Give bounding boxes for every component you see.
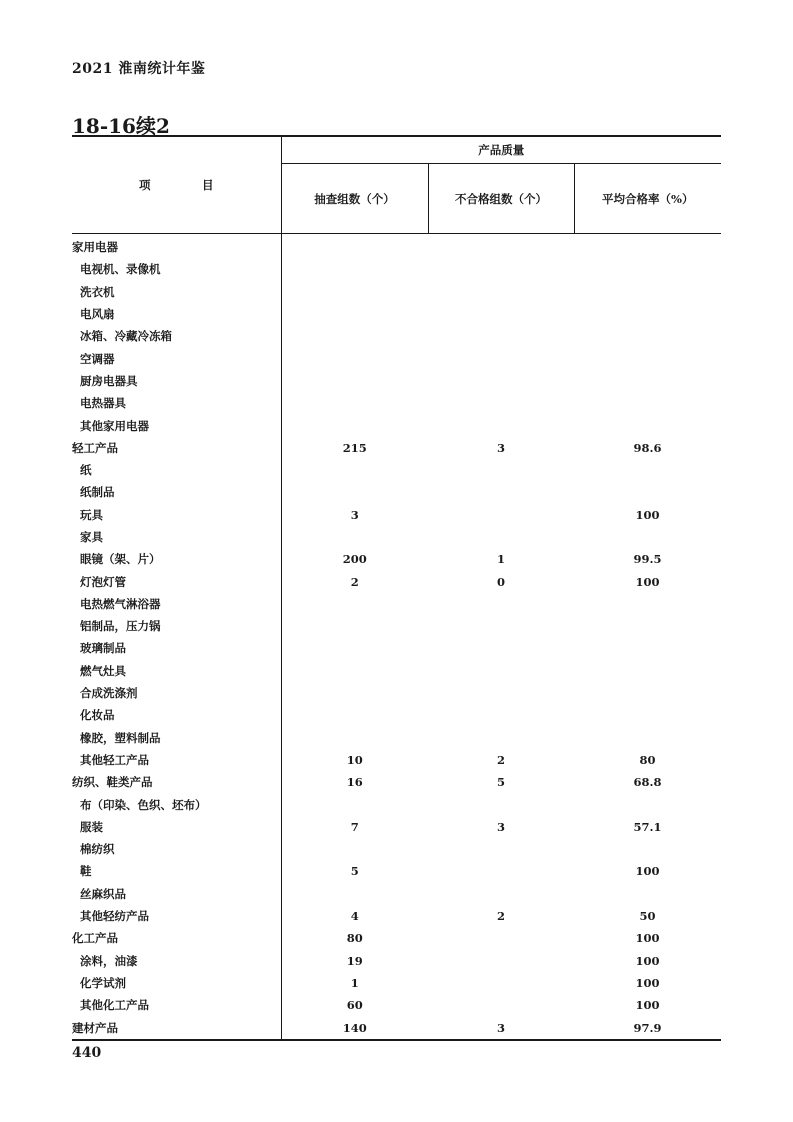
row-item-name: 洗衣机 (72, 281, 281, 303)
table-row (72, 905, 721, 927)
row-sampled-groups (281, 883, 428, 905)
product-quality-table (72, 135, 721, 1041)
row-failed-groups (428, 615, 574, 637)
table-row (72, 1016, 721, 1039)
row-pass-rate: 100 (635, 931, 660, 946)
row-failed-groups (428, 370, 574, 392)
table-row (72, 258, 721, 280)
table-row (72, 749, 721, 771)
pass-rate-header: 平均合格率（%） (574, 164, 721, 234)
row-sampled-groups: 140 (281, 1016, 428, 1039)
table-row (72, 972, 721, 994)
table-row (72, 927, 721, 949)
table-row (72, 793, 721, 815)
table-title: 18-16续2 (72, 114, 170, 138)
row-failed-groups: 2 (496, 752, 505, 767)
row-item-name: 化工产品 (72, 927, 281, 949)
table-row (72, 414, 721, 436)
row-item-name: 玩具 (72, 504, 281, 526)
table-row (72, 615, 721, 637)
row-failed-groups (428, 727, 574, 749)
row-failed-groups: 3 (496, 819, 505, 834)
row-failed-groups (428, 704, 574, 726)
row-pass-rate: 99.5 (633, 552, 662, 567)
table-row (72, 771, 721, 793)
row-pass-rate (574, 593, 721, 615)
row-sampled-groups (281, 347, 428, 369)
table-row (72, 994, 721, 1016)
row-pass-rate (574, 727, 721, 749)
row-pass-rate (574, 392, 721, 414)
table-row (72, 234, 721, 259)
row-failed-groups (428, 593, 574, 615)
row-pass-rate (574, 370, 721, 392)
table-row (72, 570, 721, 592)
row-pass-rate (574, 615, 721, 637)
row-pass-rate (574, 414, 721, 436)
table-row (72, 660, 721, 682)
row-item-name: 灯泡灯管 (72, 570, 281, 592)
row-pass-rate (574, 526, 721, 548)
row-sampled-groups: 7 (350, 819, 359, 834)
row-sampled-groups (281, 281, 428, 303)
row-item-name: 鞋 (72, 860, 281, 882)
row-item-name: 橡胶，塑料制品 (72, 727, 281, 749)
row-pass-rate (574, 682, 721, 704)
row-sampled-groups: 4 (350, 909, 359, 924)
row-sampled-groups: 2 (350, 574, 359, 589)
row-pass-rate: 100 (635, 953, 660, 968)
row-sampled-groups: 60 (346, 998, 363, 1013)
row-failed-groups (428, 660, 574, 682)
table-row (72, 883, 721, 905)
row-sampled-groups: 10 (346, 752, 363, 767)
statistics-table-container (72, 135, 721, 1041)
table-row (72, 593, 721, 615)
product-quality-group-header: 产品质量 (281, 136, 721, 164)
table-row (72, 281, 721, 303)
row-sampled-groups (281, 303, 428, 325)
row-item-name: 棉纺织 (72, 838, 281, 860)
row-failed-groups: 3 (496, 440, 505, 455)
row-sampled-groups (281, 370, 428, 392)
row-failed-groups (428, 258, 574, 280)
page-number: 440 (72, 1045, 102, 1061)
row-item-name: 冰箱、冷藏冷冻箱 (72, 325, 281, 347)
row-pass-rate (574, 660, 721, 682)
row-sampled-groups (281, 459, 428, 481)
row-pass-rate: 57.1 (633, 819, 662, 834)
sampled-groups-header: 抽查组数（个） (281, 164, 428, 234)
item-column-header: 项 目 (72, 136, 281, 234)
table-body (72, 234, 721, 1040)
row-failed-groups: 1 (496, 552, 505, 567)
row-sampled-groups: 5 (350, 864, 359, 879)
table-row (72, 860, 721, 882)
table-row (72, 682, 721, 704)
table-row (72, 392, 721, 414)
row-item-name: 丝麻织品 (72, 883, 281, 905)
row-sampled-groups (281, 727, 428, 749)
row-failed-groups (428, 347, 574, 369)
row-item-name: 电风扇 (72, 303, 281, 325)
row-sampled-groups: 1 (350, 975, 359, 990)
row-item-name: 其他轻纺产品 (72, 905, 281, 927)
row-failed-groups (428, 927, 574, 949)
table-row (72, 347, 721, 369)
row-sampled-groups (281, 793, 428, 815)
row-pass-rate (574, 883, 721, 905)
failed-groups-header: 不合格组数（个） (428, 164, 574, 234)
row-item-name: 其他轻工产品 (72, 749, 281, 771)
row-pass-rate (574, 281, 721, 303)
row-item-name: 服装 (72, 816, 281, 838)
row-pass-rate: 100 (635, 998, 660, 1013)
row-item-name: 纸制品 (72, 481, 281, 503)
table-row (72, 325, 721, 347)
row-pass-rate: 80 (639, 752, 656, 767)
row-sampled-groups (281, 660, 428, 682)
table-row (72, 437, 721, 459)
row-pass-rate (574, 481, 721, 503)
row-item-name: 布（印染、色织、坯布） (72, 793, 281, 815)
row-failed-groups (428, 303, 574, 325)
table-header (72, 136, 721, 234)
row-pass-rate: 97.9 (574, 1016, 721, 1039)
row-item-name: 涂料，油漆 (72, 950, 281, 972)
row-pass-rate (574, 793, 721, 815)
row-failed-groups: 0 (496, 574, 505, 589)
table-row (72, 504, 721, 526)
row-sampled-groups: 16 (346, 775, 363, 790)
table-row (72, 370, 721, 392)
row-sampled-groups (281, 838, 428, 860)
row-pass-rate: 100 (635, 864, 660, 879)
row-pass-rate (574, 303, 721, 325)
row-sampled-groups (281, 481, 428, 503)
row-pass-rate: 100 (635, 507, 660, 522)
row-sampled-groups (281, 414, 428, 436)
row-sampled-groups: 215 (342, 440, 367, 455)
row-failed-groups (428, 994, 574, 1016)
row-failed-groups (428, 972, 574, 994)
table-row (72, 838, 721, 860)
row-item-name: 家具 (72, 526, 281, 548)
row-item-name: 厨房电器具 (72, 370, 281, 392)
row-sampled-groups (281, 593, 428, 615)
row-failed-groups (428, 325, 574, 347)
row-failed-groups (428, 392, 574, 414)
row-item-name: 化妆品 (72, 704, 281, 726)
table-row (72, 459, 721, 481)
row-item-name: 电视机、录像机 (72, 258, 281, 280)
table-row (72, 526, 721, 548)
row-sampled-groups (281, 682, 428, 704)
row-failed-groups (428, 459, 574, 481)
row-pass-rate (574, 838, 721, 860)
row-item-name: 合成洗涤剂 (72, 682, 281, 704)
row-item-name: 纸 (72, 459, 281, 481)
row-item-name: 化学试剂 (72, 972, 281, 994)
row-pass-rate: 100 (635, 975, 660, 990)
row-sampled-groups: 80 (346, 931, 363, 946)
row-failed-groups (428, 234, 574, 259)
row-sampled-groups (281, 526, 428, 548)
row-sampled-groups (281, 234, 428, 259)
table-row (72, 481, 721, 503)
row-item-name: 眼镜（架、片） (72, 548, 281, 570)
row-pass-rate: 100 (635, 574, 660, 589)
table-row (72, 704, 721, 726)
row-sampled-groups (281, 392, 428, 414)
row-failed-groups (428, 682, 574, 704)
table-row (72, 303, 721, 325)
row-failed-groups (428, 504, 574, 526)
row-failed-groups (428, 281, 574, 303)
row-pass-rate (574, 258, 721, 280)
row-item-name: 铝制品，压力锅 (72, 615, 281, 637)
row-item-name: 其他家用电器 (72, 414, 281, 436)
row-item-name: 玻璃制品 (72, 637, 281, 659)
running-head: 2021 淮南统计年鉴 (72, 61, 206, 77)
row-failed-groups: 2 (496, 909, 505, 924)
row-failed-groups: 5 (496, 775, 505, 790)
row-sampled-groups (281, 637, 428, 659)
row-sampled-groups (281, 615, 428, 637)
row-pass-rate (574, 704, 721, 726)
table-row (72, 816, 721, 838)
row-sampled-groups (281, 258, 428, 280)
row-failed-groups (428, 481, 574, 503)
row-item-name: 电热器具 (72, 392, 281, 414)
row-item-name: 轻工产品 (72, 437, 281, 459)
row-pass-rate: 68.8 (633, 775, 662, 790)
row-failed-groups (428, 793, 574, 815)
row-failed-groups (428, 860, 574, 882)
row-pass-rate (574, 459, 721, 481)
row-failed-groups (428, 883, 574, 905)
row-pass-rate (574, 347, 721, 369)
row-pass-rate: 50 (639, 909, 656, 924)
row-item-name: 电热燃气淋浴器 (72, 593, 281, 615)
table-row (72, 727, 721, 749)
row-sampled-groups: 200 (342, 552, 367, 567)
row-item-name: 其他化工产品 (72, 994, 281, 1016)
table-row (72, 637, 721, 659)
row-item-name: 空调器 (72, 347, 281, 369)
row-pass-rate: 98.6 (633, 440, 662, 455)
row-failed-groups (428, 838, 574, 860)
table-row (72, 548, 721, 570)
row-failed-groups (428, 414, 574, 436)
row-item-name: 建材产品 (72, 1016, 281, 1039)
row-pass-rate (574, 637, 721, 659)
row-sampled-groups: 3 (350, 507, 359, 522)
row-failed-groups (428, 637, 574, 659)
row-sampled-groups (281, 704, 428, 726)
row-item-name: 燃气灶具 (72, 660, 281, 682)
row-failed-groups (428, 526, 574, 548)
row-pass-rate (574, 234, 721, 259)
row-pass-rate (574, 325, 721, 347)
row-sampled-groups: 19 (346, 953, 363, 968)
row-item-name: 家用电器 (72, 234, 281, 259)
row-item-name: 纺织、鞋类产品 (72, 771, 281, 793)
table-row (72, 950, 721, 972)
row-sampled-groups (281, 325, 428, 347)
row-failed-groups (428, 950, 574, 972)
row-failed-groups: 3 (428, 1016, 574, 1039)
